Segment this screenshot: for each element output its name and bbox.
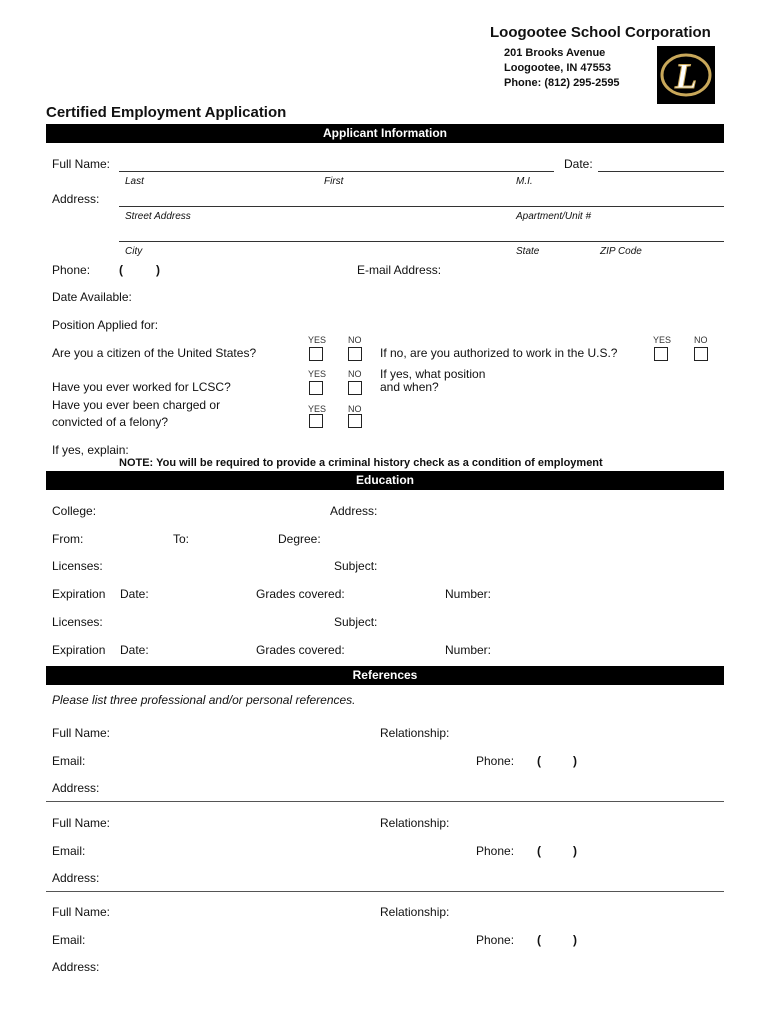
position-label: Position Applied for: [52,318,159,332]
citizen-no-checkbox[interactable] [348,347,362,361]
date-label: Date: [564,157,593,171]
ref2-divider [46,891,724,892]
section-references-heading: References [46,666,724,685]
ref3-paren-open: ( [537,933,541,947]
felony-question-line1: Have you ever been charged or [52,398,221,412]
references-instruction: Please list three professional and/or personal references. [52,693,356,707]
licenses-label-2: Licenses: [52,615,103,629]
ref1-paren-open: ( [537,754,541,768]
date-field[interactable] [598,171,724,172]
apt-caption: Apartment/Unit # [516,211,592,222]
subject-label-1: Subject: [334,559,378,573]
ref2-paren-open: ( [537,844,541,858]
ref2-phone-label: Phone: [476,844,515,858]
grades-label-1: Grades covered: [256,587,345,601]
citizen-question: Are you a citizen of the United States? [52,346,257,360]
zip-caption: ZIP Code [600,246,642,257]
first-caption: First [324,176,344,187]
date-available-label: Date Available: [52,290,132,304]
ref1-phone-label: Phone: [476,754,515,768]
last-caption: Last [125,176,144,187]
phone-area-open: ( [119,263,123,277]
subject-label-2: Subject: [334,615,378,629]
expiration-label-1: Expiration [52,587,106,601]
mi-caption: M.I. [516,176,533,187]
citizen-yes-checkbox[interactable] [309,347,323,361]
full-name-field[interactable] [119,171,554,172]
org-name: Loogootee School Corporation [490,24,711,41]
phone-label: Phone: [52,263,91,277]
degree-label: Degree: [278,532,321,546]
authorized-no-checkbox[interactable] [694,347,708,361]
ref1-full-name-label: Full Name: [52,726,111,740]
licenses-label-1: Licenses: [52,559,103,573]
authorized-no-caption: NO [694,335,708,345]
ref3-phone-label: Phone: [476,933,515,947]
email-label: E-mail Address: [357,263,442,277]
ref2-relationship-label: Relationship: [380,816,450,830]
city-caption: City [125,246,143,257]
org-street: 201 Brooks Avenue [504,47,606,59]
full-name-label: Full Name: [52,157,111,171]
authorized-yes-checkbox[interactable] [654,347,668,361]
felony-no-checkbox[interactable] [348,414,362,428]
org-phone: Phone: (812) 295-2595 [504,77,620,89]
grades-label-2: Grades covered: [256,643,345,657]
felony-yes-checkbox[interactable] [309,414,323,428]
from-label: From: [52,532,84,546]
criminal-check-note: NOTE: You will be required to provide a criminal history check as a condition of employment [119,457,603,469]
section-education-heading: Education [46,471,724,490]
felony-question-line2: convicted of a felony? [52,415,169,429]
felony-yes-caption: YES [308,404,327,414]
ref3-paren-close: ) [573,933,577,947]
ref2-paren-close: ) [573,844,577,858]
phone-area-close: ) [156,263,160,277]
number-label-2: Number: [445,643,492,657]
expiration-date-label-2: Date: [120,643,149,657]
citizen-no-caption: NO [348,335,362,345]
page-title: Certified Employment Application [46,104,287,121]
state-caption: State [516,246,540,257]
city-state-zip-field[interactable] [119,241,724,242]
worked-yes-checkbox[interactable] [309,381,323,395]
ref1-paren-close: ) [573,754,577,768]
section-applicant-heading: Applicant Information [46,124,724,143]
ref1-email-label: Email: [52,754,86,768]
worked-yes-caption: YES [308,369,327,379]
svg-text:L: L [675,56,697,96]
address-label: Address: [52,192,100,206]
to-label: To: [173,532,190,546]
expiration-label-2: Expiration [52,643,106,657]
worked-no-checkbox[interactable] [348,381,362,395]
ref2-full-name-label: Full Name: [52,816,111,830]
ref1-divider [46,801,724,802]
authorized-question: If no, are you authorized to work in the U.S.? [380,346,618,360]
street-caption: Street Address [125,211,191,222]
citizen-yes-caption: YES [308,335,327,345]
school-logo [657,46,715,104]
worked-question: Have you ever worked for LCSC? [52,380,231,394]
felony-no-caption: NO [348,404,362,414]
ref3-email-label: Email: [52,933,86,947]
authorized-yes-caption: YES [653,335,672,345]
number-label-1: Number: [445,587,492,601]
explain-label: If yes, explain: [52,443,129,457]
ref2-address-label: Address: [52,871,100,885]
ref1-relationship-label: Relationship: [380,726,450,740]
ref2-email-label: Email: [52,844,86,858]
expiration-date-label-1: Date: [120,587,149,601]
position-when-line2: and when? [380,380,439,394]
ref3-relationship-label: Relationship: [380,905,450,919]
ref1-address-label: Address: [52,781,100,795]
worked-no-caption: NO [348,369,362,379]
org-city: Loogootee, IN 47553 [504,62,611,74]
street-address-field[interactable] [119,206,724,207]
ref3-address-label: Address: [52,960,100,974]
position-when-line1: If yes, what position [380,367,486,381]
college-label: College: [52,504,97,518]
college-address-label: Address: [330,504,378,518]
ref3-full-name-label: Full Name: [52,905,111,919]
